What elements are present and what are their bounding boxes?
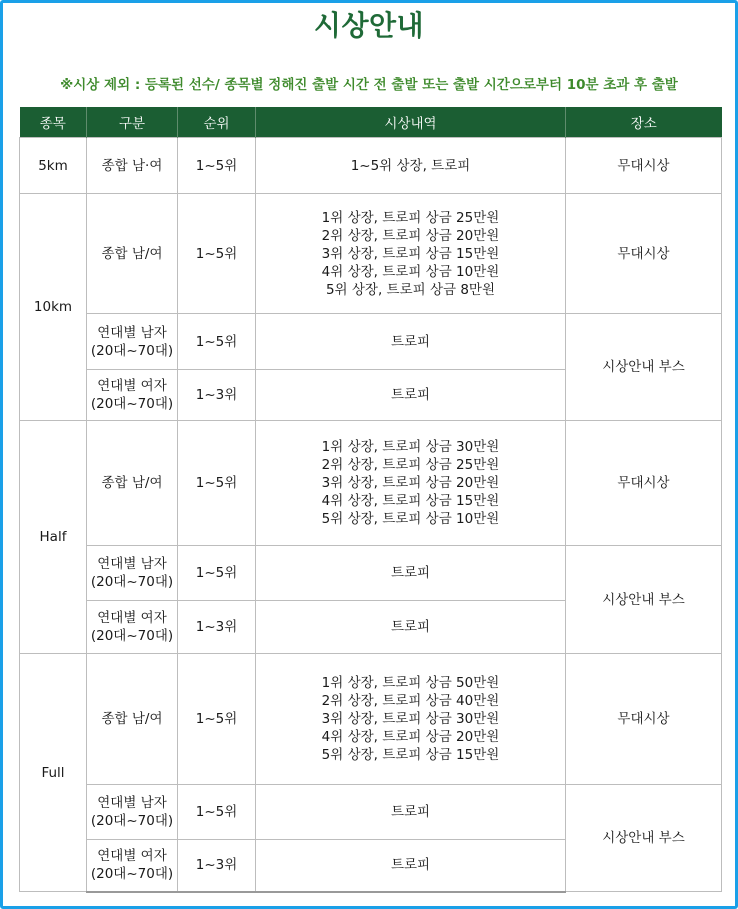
rank-cell: 1~5위 [178, 314, 256, 370]
award-table [19, 107, 722, 893]
category-cell: 연대별 남자 (20대~70대) [87, 314, 178, 370]
category-cell: 종합 남·여 [87, 138, 178, 194]
prize-cell: 1~5위 상장, 트로피 [256, 138, 566, 194]
category-cell: 연대별 여자 (20대~70대) [87, 601, 178, 654]
header-place: 장소 [566, 107, 722, 138]
category-cell: 연대별 여자 (20대~70대) [87, 370, 178, 421]
table-row [20, 421, 722, 546]
prize-cell: 트로피 [256, 840, 566, 892]
place-cell: 시상안내 부스 [566, 314, 722, 421]
table-row [20, 138, 722, 194]
page-title: 시상안내 [313, 9, 425, 42]
place-cell: 무대시상 [566, 654, 722, 785]
rank-cell: 1~5위 [178, 138, 256, 194]
rank-cell: 1~5위 [178, 194, 256, 314]
prize-cell: 트로피 [256, 370, 566, 421]
prize-cell: 1위 상장, 트로피 상금 50만원 2위 상장, 트로피 상금 40만원 3위 상장, 트로피 상금 30만원 4위 상장, 트로피 상금 20만원 5위 상장, 트로피 상금 15만원 [256, 654, 566, 785]
table-header-row [20, 107, 722, 138]
prize-cell: 1위 상장, 트로피 상금 30만원 2위 상장, 트로피 상금 25만원 3위 상장, 트로피 상금 20만원 4위 상장, 트로피 상금 15만원 5위 상장, 트로피 상금 10만원 [256, 421, 566, 546]
rank-cell: 1~3위 [178, 370, 256, 421]
rank-cell: 1~5위 [178, 421, 256, 546]
prize-cell: 트로피 [256, 601, 566, 654]
event-cell: 5km [20, 138, 87, 194]
place-cell: 시상안내 부스 [566, 546, 722, 654]
table-row [20, 785, 722, 840]
rank-cell: 1~3위 [178, 601, 256, 654]
place-cell: 무대시상 [566, 421, 722, 546]
table-row [20, 194, 722, 314]
header-prize: 시상내역 [256, 107, 566, 138]
place-cell: 무대시상 [566, 194, 722, 314]
place-cell: 무대시상 [566, 138, 722, 194]
table-row [20, 314, 722, 370]
rank-cell: 1~3위 [178, 840, 256, 892]
header-rank: 순위 [178, 107, 256, 138]
category-cell: 연대별 남자 (20대~70대) [87, 546, 178, 601]
prize-cell: 1위 상장, 트로피 상금 25만원 2위 상장, 트로피 상금 20만원 3위 상장, 트로피 상금 15만원 4위 상장, 트로피 상금 10만원 5위 상장, 트로피 상금 8만원 [256, 194, 566, 314]
rank-cell: 1~5위 [178, 785, 256, 840]
rank-cell: 1~5위 [178, 654, 256, 785]
event-cell: Half [20, 421, 87, 654]
header-category: 구분 [87, 107, 178, 138]
prize-cell: 트로피 [256, 785, 566, 840]
category-cell: 종합 남/여 [87, 194, 178, 314]
award-exclusion-notice: ※시상 제외 : 등록된 선수/ 종목별 정해진 출발 시간 전 출발 또는 출발 시간으로부터 10분 초과 후 출발 [60, 77, 678, 93]
rank-cell: 1~5위 [178, 546, 256, 601]
category-cell: 연대별 남자 (20대~70대) [87, 785, 178, 840]
event-cell: Full [20, 654, 87, 892]
header-event: 종목 [20, 107, 87, 138]
table-row [20, 546, 722, 601]
category-cell: 종합 남/여 [87, 421, 178, 546]
prize-cell: 트로피 [256, 314, 566, 370]
category-cell: 연대별 여자 (20대~70대) [87, 840, 178, 892]
category-cell: 종합 남/여 [87, 654, 178, 785]
prize-cell: 트로피 [256, 546, 566, 601]
place-cell: 시상안내 부스 [566, 785, 722, 892]
event-cell: 10km [20, 194, 87, 421]
table-row [20, 654, 722, 785]
